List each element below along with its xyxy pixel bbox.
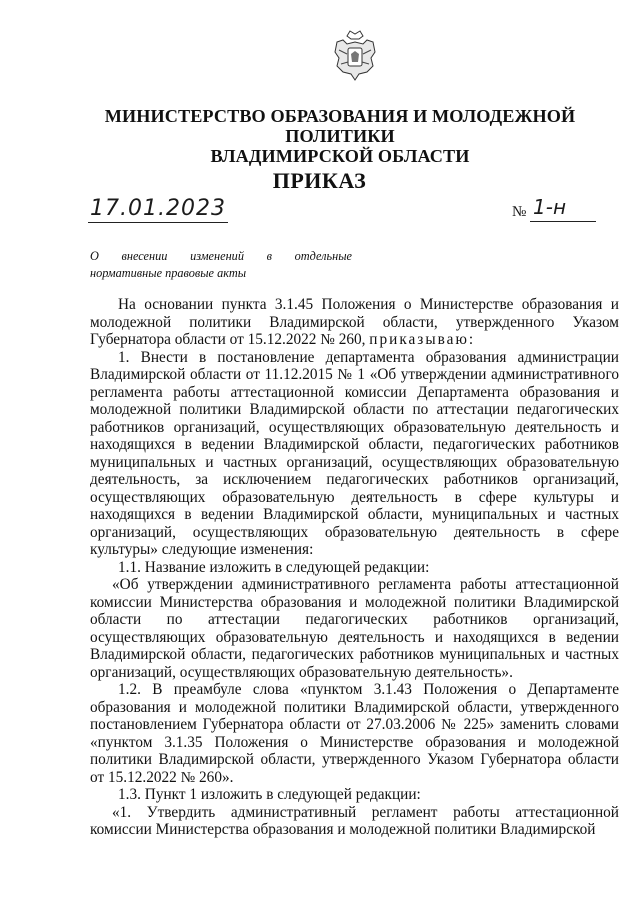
ministry-name (60, 106, 620, 166)
paragraph-1-2: 1.2. В преамбуле слова «пунктом 3.1.43 Положения о Департаменте образования и молодежной политики Владимирской области, утвержденного постановлением Губернатора области от 27.03.2006 № 225» заменить словами «пунктом 3.1.35 Положения о Министерстве образования и молодежной политики Владимирской области, утвержденного Указом Губернатора области от 15.12.2022 № 260». (90, 681, 619, 786)
order-number: 1-н (533, 195, 567, 219)
intro-text: На основании пункта 3.1.45 Положения о Министерстве образования и молодежной политики Владимирской области, утвержденного Указом Губернатора области от 15.12.2022 № 260, (90, 296, 619, 348)
order-number-label: № (512, 204, 527, 220)
ministry-line-1: МИНИСТЕРСТВО ОБРАЗОВАНИЯ И МОЛОДЕЖНОЙ ПОЛИТИКИ (104, 106, 576, 146)
paragraph-1-3-quote: «1. Утвердить административный регламент работы аттестационной комиссии Министерства образования и молодежной политики Владимирской (90, 803, 619, 838)
ministry-line-2: ВЛАДИМИРСКОЙ ОБЛАСТИ (210, 146, 470, 166)
document-type: ПРИКАЗ (272, 168, 367, 193)
date-underline (88, 222, 228, 223)
order-word: приказываю: (369, 331, 476, 348)
order-date: 17.01.2023 (90, 196, 226, 221)
paragraph-1-1: 1.1. Название изложить в следующей редакции: (118, 558, 430, 576)
paragraph-1-1-quote: «Об утверждении административного регламента работы аттестационной комиссии Министерства образования и молодежной политики Владимирской области по аттестации педагогических работников организаций, осуществляющих образовательную деятельность и находящихся в ведении Владимирской области, педагогических работников муниципальных и частных организаций, осуществляющих образовательную деятельность». (90, 576, 619, 681)
subject-line-2: нормативные правовые акты (90, 266, 247, 280)
number-underline (530, 221, 596, 222)
paragraph-1: 1. Внести в постановление департамента образования администрации Владимирской области от 11.12.2015 № 1 «Об утверждении административного регламента работы аттестационной комиссии Департамента образования и молодежной политики Владимирской области по аттестации педагогических работников организаций, осуществляющих образовательную деятельность и находящихся в ведении Владимирской области, педагогических работников муниципальных и частных организаций, осуществляющих образовательную деятельность, за исключением педагогических работников организаций, осуществляющих образовательную деятельность в сфере культуры и находящихся в ведении Владимирской области, муниципальных и частных организаций, осуществляющих образовательную деятельность в сфере культуры» следующие изменения: (90, 348, 619, 558)
order-body (90, 296, 619, 839)
subject-line-1 (90, 248, 352, 265)
subject-word: О (90, 249, 99, 263)
subject-word: изменений (190, 249, 244, 263)
order-subject (90, 248, 352, 282)
coat-of-arms-icon (329, 28, 381, 86)
subject-word: в (266, 249, 272, 263)
subject-word: отдельные (294, 249, 352, 263)
paragraph-1-3: 1.3. Пункт 1 изложить в следующей редакции: (118, 786, 421, 803)
subject-word: внесении (121, 249, 168, 263)
intro-paragraph (90, 296, 619, 349)
